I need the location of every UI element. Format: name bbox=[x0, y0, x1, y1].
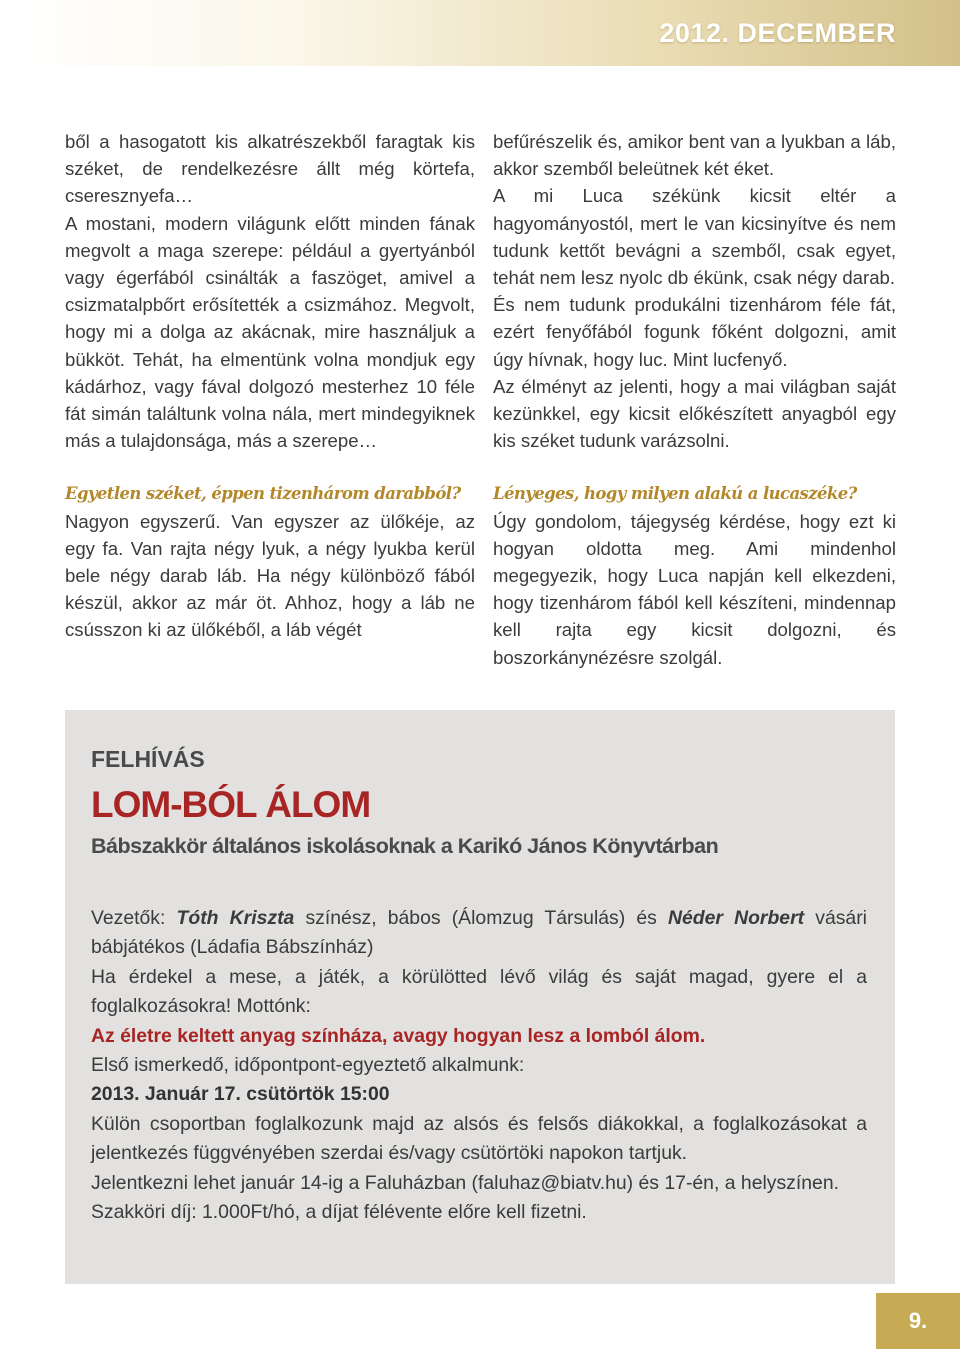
announcement-box bbox=[65, 710, 895, 1284]
left-column bbox=[65, 128, 475, 644]
right-subheading: Lényeges, hogy milyen alakú a lucaszéke? bbox=[493, 484, 857, 504]
apply-text: Jelentkezni lehet január 14-ig a Faluházban (faluhaz@biatv.hu) és 17-én, a helyszínen. bbox=[91, 1171, 840, 1194]
first-meeting-text: Első ismerkedő, időpontpont-egyeztető alkalmunk: bbox=[91, 1054, 525, 1077]
leader-2-name: Néder Norbert bbox=[667, 907, 805, 929]
right-paragraph-3: És nem tudunk produkálni tizenhárom féle fát, ezért fenyőfából fogunk főként dolgozni, amit úgy hívnak, hogy luc. Mint lucfenyő. bbox=[493, 294, 896, 370]
right-paragraph-5: Úgy gondolom, tájegység kérdése, hogy ezt ki hogyan oldotta meg. Ami mindenhol megegyezik, hogy Luca napján kell elkezdeni, hogy tizenhárom fából kell készíteni, mindennap kell rajta egy kicsit dolgozni, és boszorkánynézésre szolgál. bbox=[493, 510, 896, 668]
groups-text: Külön csoportban foglalkozunk majd az alsós és felsős diákokkal, a foglalkozásokat a jelentkezés függvényében szerdai és/vagy csütörtöki napokon tartjuk. bbox=[91, 1112, 867, 1165]
left-paragraph-3: Nagyon egyszerű. Van egyszer az ülőkéje, az egy fa. Van rajta négy lyuk, a négy lyukba kerül bele négy darab láb. Ha négy különböző fából készül, akkor az már öt. Ahhoz, hogy a láb ne csússzon ki az ülőkéből, a láb végét bbox=[65, 510, 475, 641]
motto-text: Az életre keltett anyag színháza, avagy hogyan lesz a lomból álom. bbox=[91, 1024, 706, 1047]
issue-date-title: 2012. DECEMBER bbox=[659, 18, 896, 48]
announcement-title: LOM-BÓL ÁLOM bbox=[91, 784, 371, 825]
leaders-line bbox=[91, 904, 867, 963]
left-paragraph-2: A mostani, modern világunk előtt minden fának megvolt a maga szerepe: például a gyertyánból vagy égerfából csinálták a faszöget, amivel a csizmatalpbőrt erősítették a csizmához. Megvolt, hogy mi a dolga az akácnak, mire használjuk a bükköt. Tehát, ha elmentünk volna mondjuk egy kádárhoz, vagy fával dolgozó mesterhez 10 féle fát simán találtunk volna nála, mert mindegyiknek más a tulajdonsága, más a szerepe… bbox=[65, 212, 475, 452]
fee-text: Szakköri díj: 1.000Ft/hó, a díjat félévente előre kell fizetni. bbox=[91, 1201, 587, 1224]
announcement-label: FELHÍVÁS bbox=[91, 746, 205, 772]
right-paragraph-4: Az élményt az jelenti, hogy a mai világban saját kezünkkel, egy kicsit előkészített anyagból egy kis széket tudunk varázsolni. bbox=[493, 375, 896, 452]
announcement-subtitle: Bábszakkör általános iskolásoknak a Karikó János Könyvtárban bbox=[91, 834, 719, 858]
meeting-date: 2013. Január 17. csütörtök 15:00 bbox=[91, 1083, 390, 1106]
left-subheading: Egyetlen széket, éppen tizenhárom darabból? bbox=[65, 484, 461, 504]
page-number: 9. bbox=[876, 1293, 960, 1349]
invite-text: Ha érdekel a mese, a játék, a körülötted lévő világ és saját magad, gyere el a foglalkozásokra! Mottónk: bbox=[91, 965, 867, 1018]
spacer bbox=[493, 454, 896, 480]
announcement-body bbox=[91, 904, 867, 1227]
left-paragraph-1: ből a hasogatott kis alkatrészekből faragtak kis széket, de rendelkezésre állt még körtefa, cseresznyefa… bbox=[65, 131, 475, 207]
leader-1-role: színész, bábos (Álomzug Társulás) és bbox=[294, 907, 668, 929]
leader-2-role: vásári bábjátékos (Ládafia Bábszínház) bbox=[91, 907, 867, 959]
right-paragraph-2: A mi Luca székünk kicsit eltér a hagyományostól, mert le van kicsinyítve és nem tudunk kettőt bevágni a szemből, csak egyet, tehát nem lesz nyolc db ékünk, csak négy darab. bbox=[493, 185, 896, 289]
header-band bbox=[0, 0, 960, 66]
leader-1-name: Tóth Kriszta bbox=[176, 907, 295, 929]
spacer bbox=[65, 454, 475, 480]
leaders-prefix: Vezetők: bbox=[91, 907, 177, 929]
right-column bbox=[493, 128, 896, 671]
right-paragraph-1: befűrészelik és, amikor bent van a lyukban a láb, akkor szemből beleütnek két éket. bbox=[493, 131, 896, 180]
